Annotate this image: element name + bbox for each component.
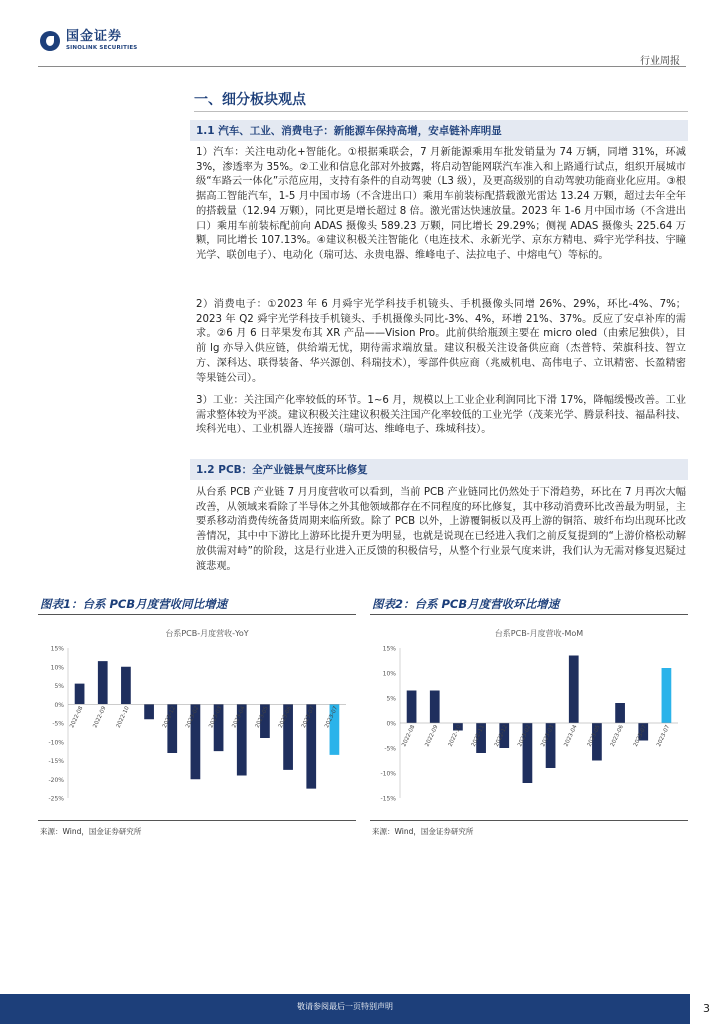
x-tick-label: 2023-05 xyxy=(254,705,270,729)
x-tick-label: 2023-07 xyxy=(632,724,649,748)
y-tick-label: -20% xyxy=(48,776,64,784)
footer-disclaimer: 敬请参阅最后一页特别声明 xyxy=(297,1002,393,1011)
figure-2-chart xyxy=(370,618,688,818)
yoy-bar-chart xyxy=(38,618,356,818)
y-tick-label: -10% xyxy=(380,770,396,778)
chart-title: 台系PCB-月度营收-YoY xyxy=(165,629,249,638)
bar-2022-11 xyxy=(144,704,154,719)
y-tick-label: -25% xyxy=(48,795,64,803)
figure-1-chart xyxy=(38,618,356,818)
company-logo xyxy=(40,30,137,52)
paragraph-industrial: 3）工业：关注国产化率较低的环节。1~6 月，规模以上工业企业利润同比下滑 17%，降幅缓慢改善。工业需求整体较为平淡。建议积极关注建议积极关注国产化率较低的工业光学（茂莱光学、腾景科技、福晶科技、埃科光电）、工业机器人连接器（瑞可达、维峰电子、珠城科技）。 xyxy=(196,395,686,436)
y-tick-label: -5% xyxy=(384,745,396,753)
section-title: 一、细分板块观点 xyxy=(194,92,306,108)
paragraph-consumer-electronics: 2）消费电子：①2023 年 6 月舜宇光学科技手机镜头、手机摄像头同增 26%、29%，环比-4%、7%；2023 年 Q2 舜宇光学科技手机镜头、手机摄像头同比-3%、4%，环增 21%、37%。反应了安卓补库的需求。②6 月 6 日苹果发布其 XR 产品——Vision Pro。此前供给瓶颈主要在 micro oled（由索尼独供），目前 lg 亦导入供应链，供给端无忧，期待需求端放量。建议积极关注设备供应商（杰普特、荣旗科技、智立方、深科达、联得装备、华兴源创、科瑞技术），零部件供应商（兆威机电、高伟电子、立讯精密、长盈精密等果链公司）。 xyxy=(196,299,686,384)
x-tick-label: 2022-11 xyxy=(470,724,486,748)
x-tick-label: 2023-04 xyxy=(563,724,579,748)
logo-icon xyxy=(40,31,60,51)
x-tick-label: 2023-07 xyxy=(300,705,317,729)
bar-2023-05 xyxy=(615,703,625,723)
x-tick-label: 2023-06 xyxy=(277,705,293,729)
figure-1-source: 来源：Wind，国金证券研究所 xyxy=(40,827,142,836)
x-tick-label: 2023-06 xyxy=(609,724,625,748)
x-tick-label: 2023-03 xyxy=(540,724,556,748)
y-tick-label: 15% xyxy=(50,645,64,653)
y-tick-label: 10% xyxy=(50,664,64,672)
paragraph-auto: 1）汽车：关注电动化+智能化。①根据乘联会，7 月新能源乘用车批发销量为 74 万辆，同增 31%，环减 3%，渗透率为 35%。②工业和信息化部对外披露，将启动智能网联汽车准入和上路通行试点，组织开展城市级“车路云一体化”示范应用，支持有条件的自动驾驶（L3 级），及更高级别的自动驾驶功能商业化应用。③根据高工智能汽车，1-5 月中国市场（不含进出口）乘用车前装标配搭载激光雷达 13.24 万颗，超过去年全年的搭载量（12.94 万颗），同比更是增长超过 8 倍。激光雷达快速放量。2023 年 1-6 月中国市场（不含进出口）乘用车前装标配前向 ADAS 摄像头 589.23 万颗，同比增长 29.29%；侧视 ADAS 摄像头 225.64 万颗，同比增长 107.13%。④建议积极关注智能化（电连技术、永新光学、京东方精电、舜宇光学科技、宇瞳光学、联创电子）、电动化（瑞可达、永贵电器、维峰电子、法拉电子、中熔电气）等标的。 xyxy=(196,147,686,261)
figure-1-title: 图表1：台系 PCB月度营收同比增速 xyxy=(40,597,228,611)
y-tick-label: -10% xyxy=(48,739,64,747)
x-tick-label: 2023-04 xyxy=(231,705,247,729)
x-tick-label: 2022-12 xyxy=(493,724,510,748)
document-type: 行业周报 xyxy=(640,56,680,67)
bar-2022-08 xyxy=(75,684,85,705)
bar-2022-10 xyxy=(121,667,131,705)
bar-2023-03 xyxy=(569,656,579,724)
x-tick-label: 2022-10 xyxy=(115,705,131,729)
bar-2022-09 xyxy=(98,661,108,704)
bar-2023-07 xyxy=(662,668,672,723)
x-tick-label: 2022-08 xyxy=(69,705,85,729)
mom-bar-chart xyxy=(370,618,688,818)
y-tick-label: 5% xyxy=(386,695,396,703)
x-tick-label: 2022-09 xyxy=(92,705,108,729)
subsection-heading xyxy=(190,459,688,480)
y-tick-label: 5% xyxy=(54,683,64,690)
y-tick-label: -15% xyxy=(380,795,396,803)
x-tick-label: 2023-02 xyxy=(185,705,201,729)
y-tick-label: 15% xyxy=(382,645,396,653)
paragraph-pcb: 从台系 PCB 产业链 7 月月度营收可以看到，当前 PCB 产业链同比仍然处于下滑趋势，环比在 7 月再次大幅改善，从领域来看除了半导体之外其他领域都存在不同程度的环比修复，其中移动消费环比改善最为明显，主要系移动消费传统备货周期来临所致。除了 PCB 以外，上游覆铜板以及再上游的铜箔、玻纤布均出现环比改善情况，其中中下游比上游环比提升更为明显，也就是说现在已经进入我们之前反复提到的“上游价格松动解放供需对峙”的阶段，这是行业进入正反馈的积极信号，从整个行业景气度来讲，我们认为无需对修复迟疑过渡悲观。 xyxy=(196,487,686,572)
x-tick-label: 2022-09 xyxy=(424,724,440,748)
figure-2-title: 图表2：台系 PCB月度营收环比增速 xyxy=(372,597,560,611)
bar-2022-09 xyxy=(430,691,440,724)
page-number: 3 xyxy=(703,1002,710,1015)
y-tick-label: -15% xyxy=(48,758,64,765)
x-tick-label: 2023-07 xyxy=(324,705,340,729)
figure-1-title-rule xyxy=(38,614,356,615)
logo-name-cn: 国金证券 xyxy=(66,29,123,44)
x-tick-label: 2022-10 xyxy=(447,724,463,748)
chart-title: 台系PCB-月度营收-MoM xyxy=(494,629,584,638)
figure-2-title-rule xyxy=(370,614,688,615)
y-tick-label: 10% xyxy=(382,670,396,678)
figure-2-source-rule xyxy=(370,820,688,821)
subsection-title: 1.2 PCB：全产业链景气度环比修复 xyxy=(196,464,368,476)
y-tick-label: 0% xyxy=(54,701,64,709)
figure-2-source: 来源：Wind，国金证券研究所 xyxy=(372,827,474,836)
y-tick-label: -5% xyxy=(52,720,64,728)
logo-name-en: SINOLINK SECURITIES xyxy=(66,45,138,51)
page-header xyxy=(0,0,724,67)
header-divider xyxy=(38,66,686,67)
x-tick-label: 2023-02 xyxy=(517,724,533,748)
y-tick-label: 0% xyxy=(386,720,396,728)
x-tick-label: 2023-03 xyxy=(208,705,224,729)
x-tick-label: 2022-08 xyxy=(401,724,417,748)
subsection-title: 1.1 汽车、工业、消费电子：新能源车保持高增，安卓链补库明显 xyxy=(196,125,502,137)
subsection-heading xyxy=(190,120,688,141)
x-tick-label: 2023-07 xyxy=(656,724,672,748)
bar-2022-08 xyxy=(407,691,417,724)
section-divider xyxy=(194,111,688,112)
x-tick-label: 2022-12 xyxy=(161,705,178,729)
x-tick-label: 2023-05 xyxy=(586,724,602,748)
figure-1-source-rule xyxy=(38,820,356,821)
